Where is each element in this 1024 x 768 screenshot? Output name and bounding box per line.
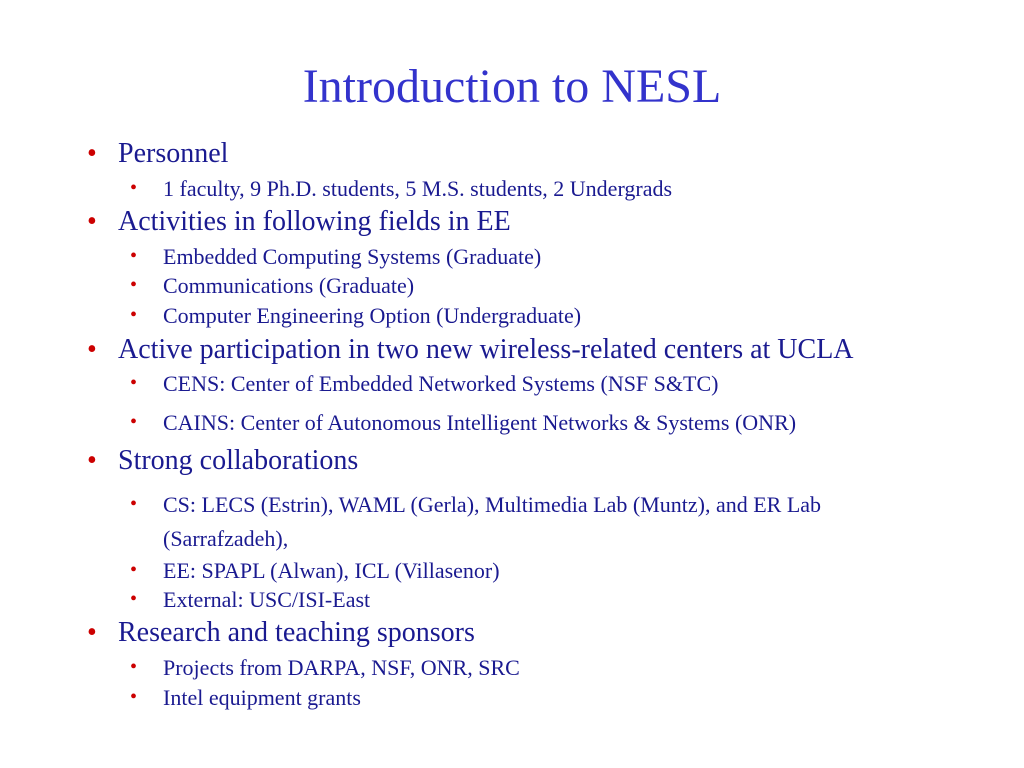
list-item — [130, 174, 672, 203]
bullet-icon: • — [130, 304, 138, 326]
bullet-icon: • — [87, 445, 97, 476]
list-item-text: EE: SPAPL (Alwan), ICL (Villasenor) — [163, 558, 500, 583]
bullet-icon: • — [87, 334, 97, 365]
list-item — [130, 653, 520, 682]
section-heading-text: Research and teaching sponsors — [118, 617, 475, 648]
list-item — [130, 369, 718, 398]
slide-title: Introduction to NESL — [302, 60, 722, 113]
list-item-text: Embedded Computing Systems (Graduate) — [163, 244, 542, 269]
section-heading-activities — [87, 205, 511, 239]
section-heading-text: Active participation in two new wireless-related centers at UCLA — [118, 334, 854, 365]
section-heading-text: Activities in following fields in EE — [118, 206, 511, 237]
bullet-icon: • — [130, 372, 138, 394]
bullet-icon: • — [87, 206, 97, 237]
section-heading-text: Strong collaborations — [118, 445, 359, 476]
list-item — [130, 242, 541, 271]
list-item — [130, 585, 370, 614]
list-item-text: 1 faculty, 9 Ph.D. students, 5 M.S. students, 2 Undergrads — [163, 176, 673, 201]
list-item — [130, 408, 796, 437]
bullet-icon: • — [87, 138, 97, 169]
list-item-text: Computer Engineering Option (Undergraduate) — [163, 303, 582, 328]
list-item-continuation — [130, 524, 288, 553]
bullet-icon: • — [130, 411, 138, 433]
bullet-icon: • — [87, 617, 97, 648]
bullet-icon: • — [130, 274, 138, 296]
list-item-text: Projects from DARPA, NSF, ONR, SRC — [163, 655, 520, 680]
section-heading-sponsors — [87, 616, 475, 650]
bullet-icon: • — [130, 656, 138, 678]
bullet-icon: • — [130, 245, 138, 267]
bullet-icon: • — [130, 588, 138, 610]
list-item-text: (Sarrafzadeh), — [163, 526, 289, 551]
section-heading-personnel — [87, 137, 228, 171]
bullet-icon: • — [130, 493, 138, 515]
list-item-text: Communications (Graduate) — [163, 273, 415, 298]
section-heading-collaborations — [87, 444, 358, 478]
section-heading-centers — [87, 333, 854, 367]
list-item — [130, 490, 821, 519]
bullet-icon: • — [130, 686, 138, 708]
bullet-icon: • — [130, 177, 138, 199]
list-item-text: CS: LECS (Estrin), WAML (Gerla), Multimedia Lab (Muntz), and ER Lab — [163, 492, 822, 517]
bullet-icon: • — [130, 559, 138, 581]
list-item-text: External: USC/ISI-East — [163, 587, 371, 612]
list-item — [130, 271, 414, 300]
list-item-text: Intel equipment grants — [163, 685, 361, 710]
list-item — [130, 301, 581, 330]
list-item — [130, 556, 500, 585]
list-item-text: CAINS: Center of Autonomous Intelligent Networks & Systems (ONR) — [163, 410, 797, 435]
section-heading-text: Personnel — [118, 138, 229, 169]
list-item-text: CENS: Center of Embedded Networked Systems (NSF S&TC) — [163, 371, 719, 396]
list-item — [130, 683, 361, 712]
